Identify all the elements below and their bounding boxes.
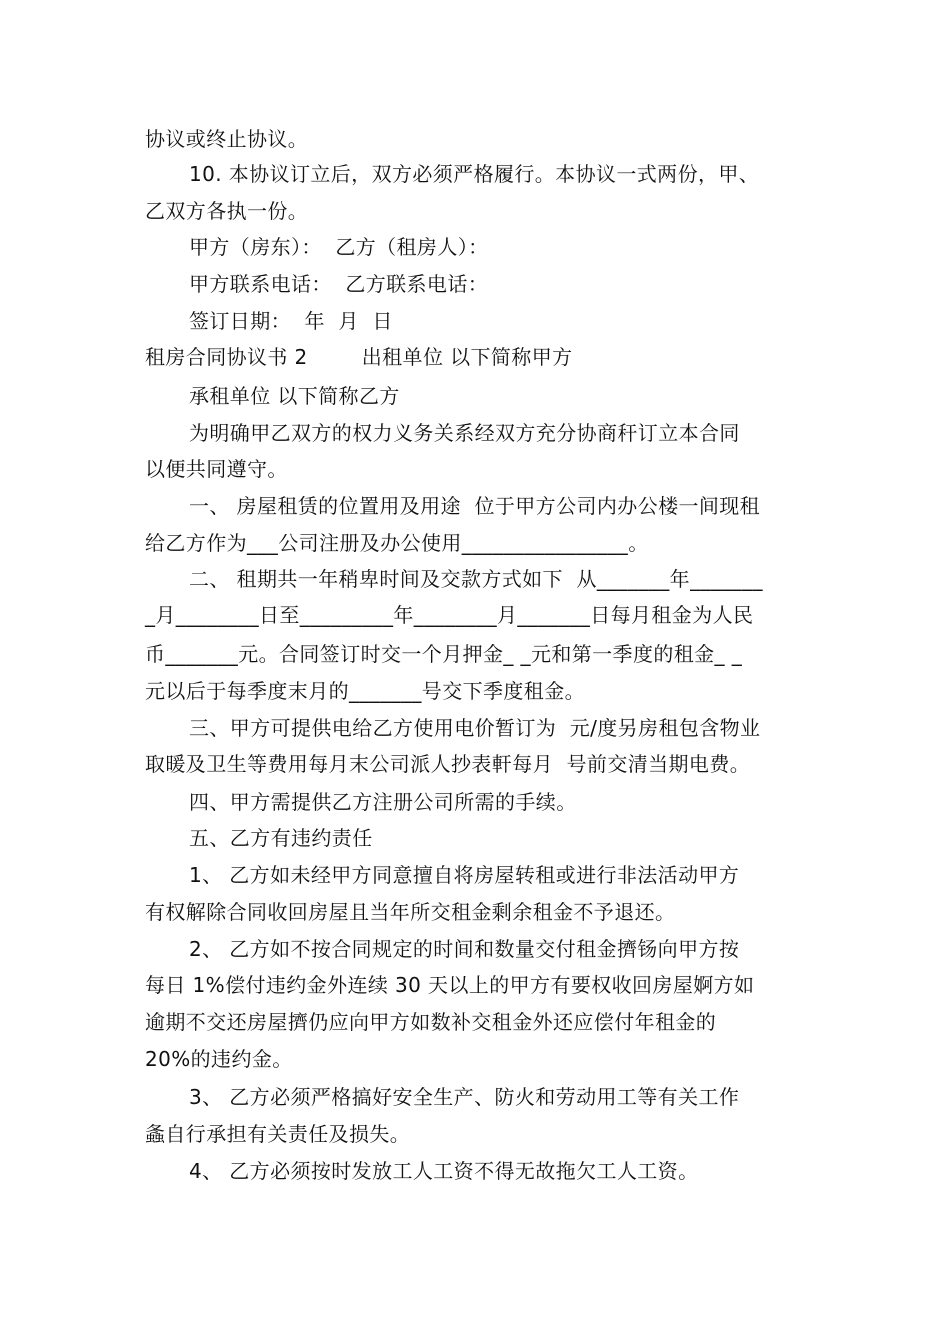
text-line: 3、 乙方必须严格搞好安全生产、防火和劳动用工等有关工作 (189, 1085, 740, 1109)
text-line: 10. 本协议订立后，双方必须严格履行。本协议一式两份，甲、 (189, 162, 760, 186)
text-line: 1、 乙方如未经甲方同意擅自将房屋转租或进行非法活动甲方 (189, 863, 740, 887)
text-line: 螽自行承担有关责任及损失。 (145, 1122, 411, 1146)
text-line: 每日 1%偿付违约金外连续 30 天以上的甲方有要权收回房屋婀方如 (145, 973, 755, 997)
text-line: 为明确甲乙双方的权力义务关系经双方充分协商秆订立本合同 (189, 421, 740, 445)
text-line: 乙双方各执一份。 (145, 199, 309, 223)
text-line: 给乙方作为___公司注册及办公使用________________。 (145, 531, 649, 555)
text-line: _月________日至_________年________月_______日每月租金为人民 (145, 603, 754, 627)
text-line: 以便共同遵守。 (145, 457, 288, 481)
text-line: 协议或终止协议。 (145, 127, 309, 151)
text-line: 三、甲方可提供电给乙方使用电价暂订为 元/度另房租包含物业 (189, 716, 761, 740)
text-line: 甲方（房东）： 乙方（租房人）： (189, 235, 489, 259)
text-line: 一、 房屋租赁的位置用及用途 位于甲方公司内办公楼一间现租 (189, 494, 761, 518)
text-line: 20%的违约金。 (145, 1047, 293, 1071)
text-line: 取暖及卫生等费用每月末公司派人抄表軒每月 号前交清当期电费。 (145, 752, 751, 776)
text-line: 二、 租期共一年稍卑时间及交款方式如下 从_______年_______ (189, 567, 763, 591)
text-line: 租房合同协议书 2 出租单位 以下简称甲方 (145, 345, 573, 369)
text-line: 甲方联系电话： 乙方联系电话： (189, 272, 489, 296)
text-line: 逾期不交还房屋擠仍应向甲方如数补交租金外还应偿付年租金的 (145, 1010, 717, 1034)
text-line: 承租单位 以下简称乙方 (189, 384, 400, 408)
text-line: 4、 乙方必须按时发放工人工资不得无故拖欠工人工资。 (189, 1159, 699, 1183)
text-line: 2、 乙方如不按合同规定的时间和数量交付租金擠钖向甲方按 (189, 937, 740, 961)
text-line: 有权解除合同收回房屋且当年所交租金剩余租金不予退还。 (145, 900, 676, 924)
text-line: 签订日期： 年 月 日 (189, 309, 393, 333)
text-line: 币_______元。合同签订时交一个月押金_ _元和第一季度的租金_ _ (145, 642, 743, 666)
text-line: 五、乙方有违约责任 (189, 826, 373, 850)
text-line: 元以后于每季度末月的_______号交下季度租金。 (145, 679, 585, 703)
text-line: 四、甲方需提供乙方注册公司所需的手续。 (189, 790, 577, 814)
